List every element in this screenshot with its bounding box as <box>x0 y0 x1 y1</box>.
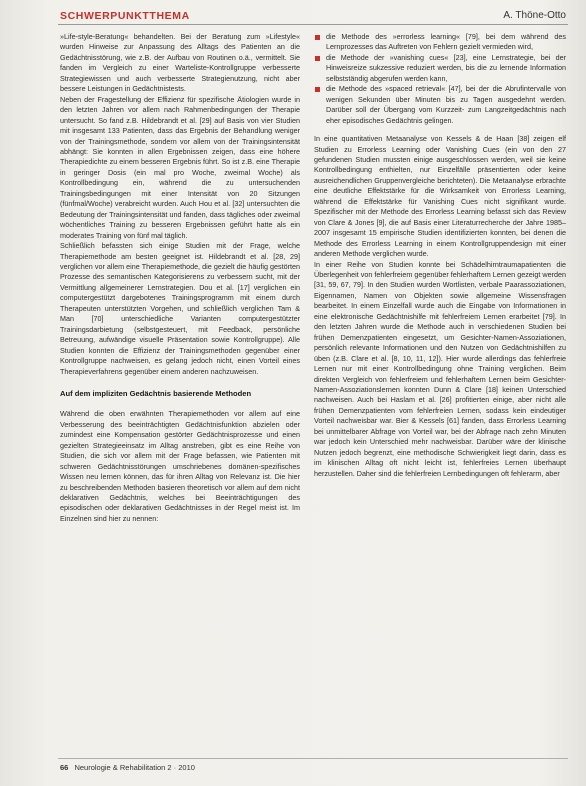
paragraph: »Life-style-Beratung« behandelten. Bei der Beratung zum »Lifestyle« wurden Hinweise zur Anpassung des Alltags des Patienten an die Gedächtnisstörung, wie z.B. der Aufbau von Routinen o.ä., vermittelt. Sie fanden im Vergleich zu einer Warteliste-Kontrollgruppe verbesserte Strategiewissen und auch verbesserte Strategienutzung, nicht aber bessere Leistungen in Gedächtnistests. <box>60 32 300 94</box>
list-item: die Methode der »vanishing cues« [23], eine Lernstrategie, bei der Hinweisreize sukzessive reduziert werden, bis die zu lernende Information selbstständig abgerufen werden kann, <box>314 53 566 84</box>
list-item: die Methode des »errorless learning« [79], bei dem während des Lernprozesses das Auftreten von Fehlern gezielt vermieden wird, <box>314 32 566 53</box>
method-list <box>314 32 566 126</box>
section-subheading: Auf dem impliziten Gedächtnis basierende Methoden <box>60 388 252 398</box>
section-label: SCHWERPUNKTTHEMA <box>60 10 190 22</box>
list-item: die Methode des »spaced retrieval« [47], bei der die Abrufintervalle von wenigen Sekunden über Minuten bis zu Tagen ausgedehnt werden. Darüber soll der Übergang vom Kurzzeit- zum Langzeitgedächtnis nach eher episodisches Gedächtnis gelingen. <box>314 84 566 126</box>
author-label: A. Thöne-Otto <box>503 10 566 21</box>
footer-divider <box>58 758 568 759</box>
paragraph: In eine quantitativen Metaanalyse von Kessels & de Haan [38] zeigen elf Studien zu Errorless Learning oder Vanishing Cues (ein von den 27 gefundenen Studien mussten einige ausgeschlossen werden, weil sie keine Kontrollbedingung enthielten, nur Einzelfälle präsentierten oder keine ausreichendlichen Gruppenvergleiche berichteten). Die Metaanalyse erbrachte eine deutliche Effektstärke für die Wirksamkeit von Errorless Learning, während die Effektstärke für Vanishing Cues nicht signifikant wurde. Spezifischer mit der Methode des Errorless Learning befasst sich das Review von Clare & Jones [9], die auf Basis einer Literaturrecherche der Jahre 1985–2007 insgesamt 15 empirische Studien identifizierten konnten, bei denen die Methode des Errorless Learning in einem Kontrollgruppendesign mit einer anderen Methode verglichen wurde. <box>314 134 566 259</box>
page-number: 66 <box>60 763 69 772</box>
paragraph: Während die oben erwähnten Therapiemethoden vor allem auf eine Verbesserung des beeinträchtigten Gedächtnisfunktion abzielen oder zumindest eine Kompensation gestörter Gedächtnisprozesse und einen gezielten Strategieeinsatz im Alltag anstreben, gibt es eine Reihe von Studien, die sich vor allem mit der Frage befassen, wie Patienten mit schweren Gedächtnisstörungen umschriebenes domänen-spezifisches Wissen neu lernen können, das für ihren Alltag von Relevanz ist. Die hier zu beschreibenden Methoden basieren theoretisch vor allem auf dem nicht deklarativen Gedächtnis, welches bei Beeinträchtigungen des episodischen oder deklarativen Gedächtnisses in der Regel meist ist. Im Einzelnen sind hier zu nennen: <box>60 409 300 523</box>
page-footer <box>60 763 195 772</box>
journal-name: Neurologie & Rehabilitation 2 · 2010 <box>74 763 195 772</box>
paragraph: Neben der Fragestellung der Effizienz für spezifische Ätiologien wurde in den letzten Jahren vor allem nach Rahmenbedingungen der Therapie untersucht. So fand z.B. Hildebrandt et al. [29] auf Basis von vier Studien mit insgesamt 133 Patienten, dass das Ergebnis der Behandlung weniger von der Trainingsmethode, sondern vor allem von der Trainingsintensität abhängt: Sie konnten in allen Ergebnissen zeigen, dass eine höhere Therapiedichte zu einem besseren Ergebnis führt. So ist z.B. eine Therapie in geringer Dosis (ein mal pro Woche, zweimal Woche) als Kontrollbedingung ein, während die zu untersuchenden Trainingsbedingungen mit einer Intensität von 20 Sitzungen (fünfmal/Woche) verabreicht wurden. Auch Hou et al. [32] untersuchten die Bedeutung der Trainingsintensität und fanden, dass tägliches oder zweimal wöchentliches Training zu besseren Ergebnissen geführt hatte als ein moderates Training von fünf mal täglich. <box>60 94 300 240</box>
left-column <box>60 32 300 524</box>
paragraph: Schließlich befassten sich einige Studien mit der Frage, welche Therapiemethode am besten geeignet ist. Hildebrandt et al. [28, 29] verglichen vor allem eine Therapiemethode, die gezielt die häufig gestörten Prozesse des semantischen Kategorisierens zu verbessern sucht, mit der Vermittlung allgemeinerer Lernstrategien. Dou et al. [17] verglichen ein computergestützt dargebotenes Trainingsprogramm mit einem durch Therapeuten unterstützten Vorgehen, und schließlich verglichen Tam & Man [70] unterschiedliche Varianten computergestützter Trainingsdarbietung (selbstgesteuert, mit Feedback, persönliche Betreuung, aufwändige visuelle Präsentation sowie Kontrollgruppe). Alle Studien konnten die Effizienz der Trainingsmethoden gegenüber einer Kontrollgruppe nachweisen, es gelang jedoch nicht, einen Vorteil eines Therapieverfahrens gegenüber einem anderen nachzuweisen. <box>60 241 300 376</box>
header-divider <box>58 24 568 25</box>
right-column <box>314 32 566 479</box>
paragraph: In einer Reihe von Studien konnte bei Schädelhirntraumapatienten die Überlegenheit von fehlerfreiem gegenüber fehlerhaftem Lernen gezeigt werden [31, 59, 67, 79]. In den Studien wurden Wortlisten, verbale Paarassoziationen, Eigennamen, Namen von Objekten sowie allgemeine Wissensfragen bearbeitet. In einem Einzelfall wurde auch die Eingabe von Informationen in eine elektronische Gedächtnishilfe mit fehlerfreiem Lernen erarbeitet [79]. In den letzten Jahren wurde die Methode auch in verschiedenen Studien bei frühen Demenzpatienten eingesetzt, um Gesichter-Namen-Assoziationen, persönlich relevante Informationen und den Nutzen von Gedächtnishilfen zu üben (z.B. Clare et al. [8, 10, 11, 12]). Hier wurde allerdings das fehlerfreie Lernen nur mit einer Kontrollbedingung ohne Training verglichen. Beim direkten Vergleich von fehlerfreiem und fehlerhaftem Lernen beim Gesichter-Namen-Assoziationslernen konnten Dunn & Clare [18] keinen Unterschied nachweisen. Auch bei Haslam et al. [26] profitierten einige, aber nicht alle frühen Demenzpatienten vom fehlerfreien Lernen, sodass kein eindeutiger Vorteil nachweisbar war. Bier & Kessels [61] fanden, dass Errorless Learning bei unmittelbarer Abfrage von Vorteil war, bei der Abfrage nach zehn Minuten war jedoch kein Unterschied mehr nachweisbar. Darüber wäre der klinische Nutzen jedoch begrenzt, eine methodische Schwierigkeit liegt darin, dass es im klinischen Alltag oft nicht leicht ist, fehlerfreies Lernen überhaupt herzustellen. Daher sind die fehlerfreien Lernbedingungen oft fehlerarm, aber <box>314 259 566 478</box>
spacer <box>314 126 566 134</box>
